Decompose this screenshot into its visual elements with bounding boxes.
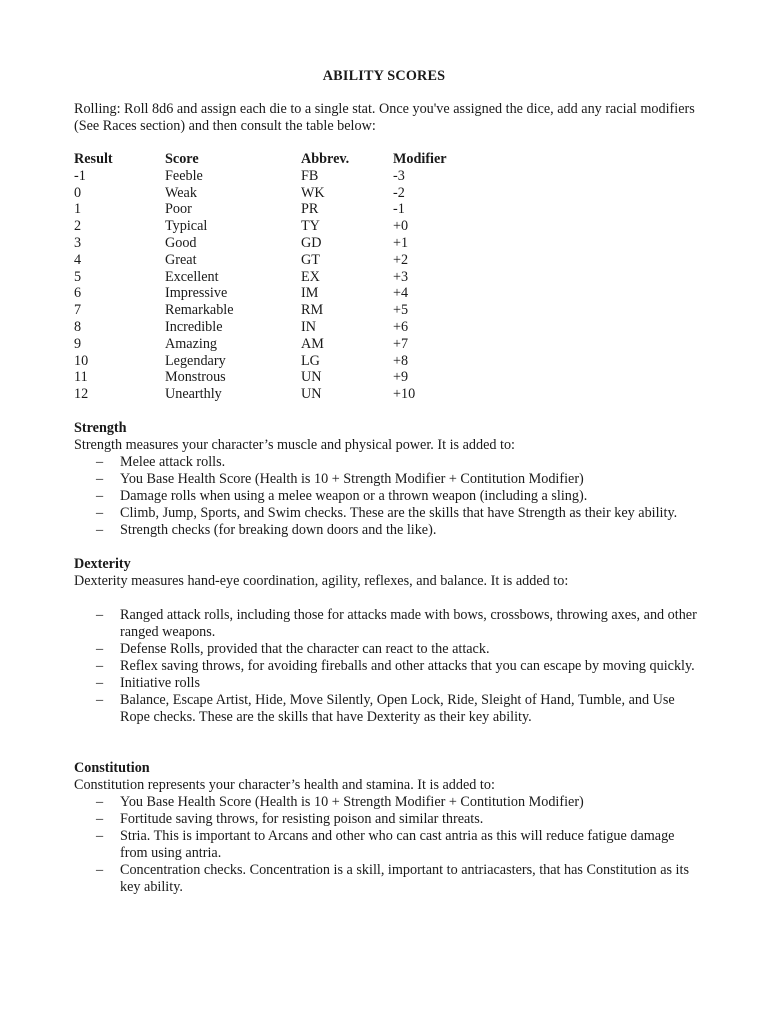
cell-result: 10 <box>74 352 89 369</box>
dexterity-list <box>74 607 714 726</box>
cell-score: Weak <box>165 184 197 201</box>
list-item-text: You Base Health Score (Health is 10 + Strength Modifier + Contitution Modifier) <box>120 470 584 487</box>
constitution-list <box>74 794 714 896</box>
cell-score: Amazing <box>165 335 218 352</box>
strength-description: Strength measures your character’s muscle and physical power. It is added to: <box>74 436 515 453</box>
list-item <box>74 828 700 862</box>
blank-line <box>74 590 714 607</box>
cell-score: Poor <box>165 201 192 218</box>
list-item-text: Fortitude saving throws, for resisting poison and similar threats. <box>120 810 484 827</box>
cell-score: Excellent <box>165 268 219 285</box>
list-item <box>74 522 700 539</box>
list-item-text: Melee attack rolls. <box>120 453 226 470</box>
list-item-text: Concentration checks. Concentration is a skill, important to antriacasters, that has Constitution as its key ability. <box>120 861 689 895</box>
intro-paragraph: Rolling: Roll 8d6 and assign each die to a single stat. Once you've assigned the dice, add any racial modifiers (See Races section) and then consult the table below: <box>74 101 695 134</box>
list-item-text: Defense Rolls, provided that the character can react to the attack. <box>120 640 490 657</box>
table-row <box>74 168 473 185</box>
table-row <box>74 302 473 319</box>
cell-result: 12 <box>74 386 89 403</box>
table-row <box>74 353 473 370</box>
list-item <box>74 692 700 726</box>
column-header-modifier: Modifier <box>393 151 447 167</box>
cell-result: -1 <box>74 167 86 184</box>
cell-modifier: +0 <box>393 218 409 235</box>
dash-bullet: – <box>96 453 104 470</box>
cell-abbrev: PR <box>301 201 319 218</box>
list-item <box>74 811 700 828</box>
cell-score: Impressive <box>165 285 228 302</box>
dash-bullet: – <box>96 487 104 504</box>
page-title: ABILITY SCORES <box>322 68 446 84</box>
cell-result: 9 <box>74 335 82 352</box>
dexterity-description: Dexterity measures hand-eye coordination, agility, reflexes, and balance. It is added to: <box>74 572 569 589</box>
cell-modifier: +2 <box>393 251 409 268</box>
list-item-text: Initiative rolls <box>120 674 200 691</box>
cell-result: 11 <box>74 369 88 386</box>
cell-modifier: +5 <box>393 302 409 319</box>
dexterity-heading: Dexterity <box>74 555 131 572</box>
table-row <box>74 285 473 302</box>
list-item <box>74 794 700 811</box>
constitution-description: Constitution represents your character’s health and stamina. It is added to: <box>74 776 495 793</box>
cell-score: Unearthly <box>165 386 222 403</box>
cell-modifier: -3 <box>393 167 405 184</box>
strength-heading: Strength <box>74 419 127 436</box>
table-row <box>74 369 473 386</box>
cell-result: 3 <box>74 234 82 251</box>
list-item <box>74 675 700 692</box>
cell-abbrev: UN <box>301 369 322 386</box>
table-row <box>74 336 473 353</box>
table-row <box>74 235 473 252</box>
table-row <box>74 218 473 235</box>
table-row <box>74 386 473 403</box>
cell-result: 1 <box>74 201 82 218</box>
constitution-heading: Constitution <box>74 759 150 776</box>
dash-bullet: – <box>96 861 104 878</box>
list-item <box>74 641 700 658</box>
list-item-text: Damage rolls when using a melee weapon or a thrown weapon (including a sling). <box>120 487 588 504</box>
table-row <box>74 185 473 202</box>
cell-abbrev: IN <box>301 318 316 335</box>
dash-bullet: – <box>96 504 104 521</box>
list-item-text: You Base Health Score (Health is 10 + Strength Modifier + Contitution Modifier) <box>120 793 584 810</box>
cell-abbrev: LG <box>301 352 320 369</box>
cell-result: 5 <box>74 268 82 285</box>
dexterity-section <box>74 556 714 726</box>
cell-abbrev: WK <box>301 184 325 201</box>
cell-modifier: +6 <box>393 318 409 335</box>
cell-score: Feeble <box>165 167 203 184</box>
list-item <box>74 488 700 505</box>
list-item <box>74 471 700 488</box>
cell-abbrev: RM <box>301 302 324 319</box>
dash-bullet: – <box>96 691 104 708</box>
list-item <box>74 658 700 675</box>
dash-bullet: – <box>96 470 104 487</box>
list-item-text: Reflex saving throws, for avoiding fireballs and other attacks that you can escape by moving quickly. <box>120 657 695 674</box>
cell-score: Remarkable <box>165 302 234 319</box>
cell-score: Great <box>165 251 197 268</box>
list-item <box>74 862 700 896</box>
list-item <box>74 607 700 641</box>
cell-modifier: +1 <box>393 234 409 251</box>
dash-bullet: – <box>96 793 104 810</box>
cell-modifier: +4 <box>393 285 409 302</box>
strength-list <box>74 454 714 539</box>
list-item-text: Ranged attack rolls, including those for attacks made with bows, crossbows, throwing axes, and other ranged weapons. <box>120 606 697 640</box>
dash-bullet: – <box>96 674 104 691</box>
cell-score: Legendary <box>165 352 226 369</box>
dash-bullet: – <box>96 606 104 623</box>
cell-score: Incredible <box>165 318 223 335</box>
dash-bullet: – <box>96 810 104 827</box>
dash-bullet: – <box>96 827 104 844</box>
cell-result: 8 <box>74 318 82 335</box>
cell-modifier: +10 <box>393 386 416 403</box>
cell-modifier: +9 <box>393 369 409 386</box>
cell-modifier: +7 <box>393 335 409 352</box>
cell-result: 2 <box>74 218 82 235</box>
table-row <box>74 269 473 286</box>
cell-modifier: +8 <box>393 352 409 369</box>
cell-result: 7 <box>74 302 82 319</box>
cell-result: 4 <box>74 251 82 268</box>
column-header-result: Result <box>74 151 113 167</box>
document-page <box>74 68 714 913</box>
cell-score: Monstrous <box>165 369 226 386</box>
dash-bullet: – <box>96 521 104 538</box>
list-item-text: Climb, Jump, Sports, and Swim checks. These are the skills that have Strength as their key ability. <box>120 504 678 521</box>
column-header-score: Score <box>165 151 199 167</box>
ability-score-table <box>74 151 473 403</box>
cell-result: 6 <box>74 285 82 302</box>
cell-modifier: -2 <box>393 184 405 201</box>
table-header-row <box>74 151 473 168</box>
table-row <box>74 252 473 269</box>
table-row <box>74 319 473 336</box>
cell-abbrev: EX <box>301 268 320 285</box>
cell-abbrev: IM <box>301 285 319 302</box>
list-item-text: Stria. This is important to Arcans and other who can cast antria as this will reduce fatigue damage from using antria. <box>120 827 675 861</box>
cell-abbrev: AM <box>301 335 324 352</box>
list-item-text: Balance, Escape Artist, Hide, Move Silently, Open Lock, Ride, Sleight of Hand, Tumble, and Use Rope checks. These are the skills that have Dexterity as their key ability. <box>120 691 675 725</box>
cell-modifier: +3 <box>393 268 409 285</box>
cell-abbrev: FB <box>301 167 319 184</box>
cell-abbrev: UN <box>301 386 322 403</box>
cell-result: 0 <box>74 184 82 201</box>
dash-bullet: – <box>96 657 104 674</box>
constitution-section <box>74 760 714 896</box>
list-item-text: Strength checks (for breaking down doors and the like). <box>120 521 437 538</box>
cell-score: Typical <box>165 218 208 235</box>
table-body <box>74 168 473 403</box>
strength-section <box>74 420 714 539</box>
dash-bullet: – <box>96 640 104 657</box>
cell-abbrev: GD <box>301 234 322 251</box>
list-item <box>74 454 700 471</box>
cell-abbrev: TY <box>301 218 320 235</box>
cell-modifier: -1 <box>393 201 405 218</box>
cell-abbrev: GT <box>301 251 320 268</box>
cell-score: Good <box>165 234 197 251</box>
list-item <box>74 505 700 522</box>
column-header-abbrev: Abbrev. <box>301 151 350 167</box>
table-row <box>74 201 473 218</box>
